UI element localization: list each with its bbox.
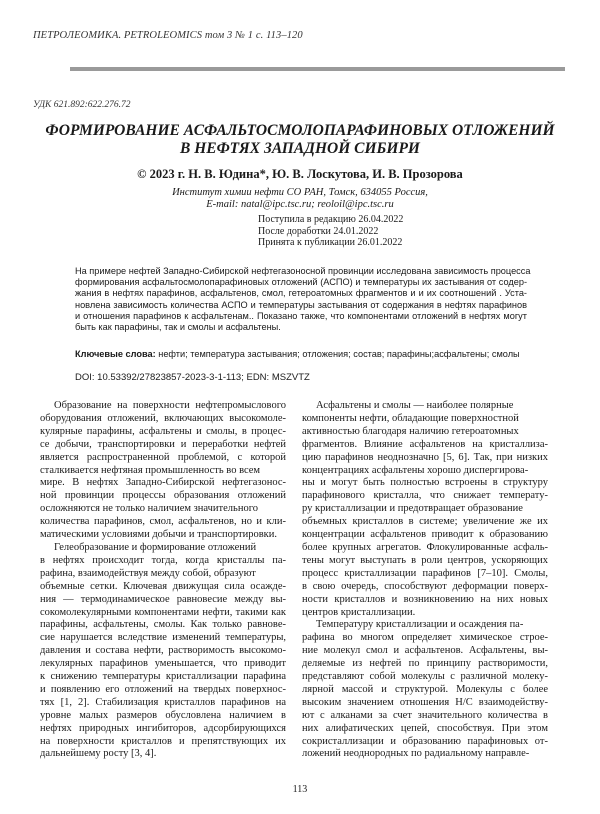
body-text-line: ния — термодинамическое равновесие между вы-: [40, 593, 286, 605]
body-text-line: цию парафинов неоднозначно [5, 6]. Так, при низких: [302, 451, 548, 463]
authors-line: © 2023 г. Н. В. Юдина*, Ю. В. Лоскутова, И. В. Прозорова: [137, 167, 463, 181]
body-text-line: количества парафинов, смол, асфальтенов, но и кли-: [40, 516, 286, 528]
body-text-line: мире. В нефтях Западно-Сибирской нефтегазонос-: [40, 477, 286, 489]
body-text-line: них алифатических цепей, способствуя. При этом: [302, 722, 548, 734]
keywords: [75, 349, 527, 359]
abstract: [75, 266, 531, 333]
body-text-line: парафины, асфальтены, смолы. Как только равнове-: [40, 619, 286, 631]
body-text-line: более крупных агрегатов. Флокулированные асфаль-: [302, 541, 548, 553]
body-text-line: к снижению температуры кристаллизации парафина: [40, 671, 286, 683]
abstract-line: быть как парафины, так и смолы и асфальтены.: [75, 322, 281, 333]
abstract-line: и отношения парафинов к асфальтенам.. Показано также, что компонентами отложений в нефтях могут: [75, 310, 527, 321]
submission-dates: [258, 214, 403, 249]
body-text-line: объемные сетки. Ключевая движущая сила осажде-: [40, 580, 286, 592]
body-text-line: представляют собой молекулы с различной молеку-: [302, 671, 548, 683]
body-text-line: в свою очередь, способствуют деформации поверх-: [302, 580, 548, 592]
body-column-left: [40, 400, 286, 761]
body-text-line: активностью благодаря наличию гетероатомных: [302, 425, 519, 437]
page-number: 113: [292, 784, 308, 795]
date-received: Поступила в редакцию 26.04.2022: [258, 214, 404, 225]
body-text-line: давления и состава нефти, растворимость высокомо-: [40, 645, 286, 657]
doi-line: DOI: 10.53392/27823857-2023-3-1-113; EDN: MSZVTZ: [75, 372, 310, 383]
body-text-line: компоненты нефти, обладающие поверхностной: [302, 412, 519, 424]
body-text-line: нефтях природных ингибиторов, адсорбирующихся: [40, 722, 286, 734]
body-text-line: ют с алканами за счет значительного количества в: [302, 709, 548, 721]
affiliation-line: E-mail: natal@ipc.tsc.ru; reoloil@ipc.tsc.ru: [206, 199, 394, 210]
body-text-line: рафина, взаимодействуя между собой, образуют: [40, 567, 256, 579]
body-text-line: ности кристаллов и возникновению на них новых: [302, 593, 548, 605]
body-text-line: се добычи, транспортировки и переработки нефтей: [40, 438, 286, 450]
article-title: [33, 122, 567, 158]
abstract-line: жания в нефтях парафинов, асфальтенов, смол, гетероатомных фрагментов и и их соотношений . Уста-: [75, 288, 527, 299]
body-text-line: ние молекул смол и асфальтенов. Асфальтены, вы-: [302, 645, 548, 657]
keywords-label: Ключевые слова:: [75, 349, 156, 359]
body-text-line: сокристаллизации и образованию парафиновых от-: [302, 735, 548, 747]
body-text-line: на поверхности кристаллов и препятствующих их: [40, 735, 286, 747]
body-text-line: процесс кристаллизации парафинов [7–10]. Смолы,: [302, 567, 548, 579]
body-text-line: Температуру кристаллизации и осаждения па-: [316, 619, 524, 631]
body-text-line: ложений неоднородных по радиальному направле-: [302, 748, 530, 760]
body-text-line: и появлению его отложений на твердых поверхнос-: [40, 683, 286, 695]
body-text-line: сокомолекулярными компонентами нефти, такими как: [40, 606, 286, 618]
running-head: ПЕТРОЛЕОМИКА. PETROLEOMICS том 3 № 1 с. 113–120: [33, 30, 303, 41]
body-text-line: центров кристаллизации.: [302, 606, 416, 618]
body-text-line: является распространенной проблемой, с которой: [40, 451, 286, 463]
date-revised: После доработки 24.01.2022: [258, 225, 379, 237]
body-text-line: деляемые из нефтей по принципу растворимости,: [302, 658, 548, 670]
date-accepted: Принята к публикации 26.01.2022: [258, 237, 403, 248]
body-text-line: сие нарушается вследствие изменений температуры,: [40, 632, 286, 644]
body-text-line: ру кристаллизации и предотвращает образование: [302, 503, 523, 515]
affiliation: [33, 187, 567, 211]
body-text-line: Гелеобразование и формирование отложений: [54, 541, 257, 553]
body-text-line: фрагментов. Влияние асфальтенов на кристаллиза-: [302, 438, 548, 450]
header-rule: [70, 67, 565, 71]
body-text-line: дальнейшему росту [3, 4].: [40, 748, 157, 760]
body-text-line: ны и могут быть полностью встроены в структуру: [302, 477, 548, 489]
body-text-line: осложняются не только наличием значительного: [40, 503, 258, 515]
body-text-line: тены могут выступать в роли центров, ускоряющих: [302, 554, 548, 566]
abstract-line: На примере нефтей Западно-Сибирской нефтегазоносной провинции исследована зависимость процесса: [75, 266, 531, 276]
body-text-line: высоким значением отношения Н/С взаимодейству-: [302, 696, 548, 708]
body-text-line: тях [1, 2]. Стабилизация кристаллов парафинов на: [40, 696, 286, 708]
body-text-line: матическими условиями добычи и транспортировки.: [40, 529, 277, 541]
body-text-line: Образование на поверхности нефтепромыслового: [54, 400, 286, 411]
body-text-line: концентрациях асфальтены хорошо диспергирова-: [302, 464, 529, 476]
body-text-line: объемных кристаллов в системе; увеличение же их: [302, 516, 548, 528]
body-text-line: Асфальтены и смолы — наиболее полярные: [316, 400, 514, 411]
body-text-line: лярной массой и структурой. Молекулы с более: [302, 683, 548, 695]
udk-code: УДК 621.892:622.276.72: [33, 100, 131, 110]
body-text-line: ной провинции процессы образования отложений: [40, 490, 286, 502]
body-text-line: лекулярных парафинов уменьшается, что приводит: [40, 658, 286, 670]
body-text-line: концентрации асфальтенов приводит к образованию: [302, 529, 548, 541]
abstract-line: формирования асфальтосмолопарафиновых отложений (АСПО) и температуры их застывания от содер-: [75, 277, 527, 288]
body-text-line: рафина во многом определяет химическое строе-: [302, 632, 548, 644]
keywords-text: нефти; температура застывания; отложения; состав; парафины;асфальтены; смолы: [155, 349, 520, 359]
title-line: В НЕФТЯХ ЗАПАДНОЙ СИБИРИ: [180, 140, 420, 157]
body-text-line: кулярные парафины, асфальтены и смолы, в процес-: [40, 425, 286, 437]
body-text-line: оборудования отложений, включающих высокомоле-: [40, 412, 286, 424]
body-text-line: уровне малых размеров обусловлена наличием в: [40, 709, 286, 721]
body-text-line: парафинового кристалла, что снижает температу-: [302, 490, 548, 502]
body-text-line: сталкивается нефтяная промышленность во всем: [40, 464, 261, 476]
body-text-line: в нефтях происходит тогда, когда кристаллы па-: [40, 554, 286, 566]
title-line: ФОРМИРОВАНИЕ АСФАЛЬТОСМОЛОПАРАФИНОВЫХ ОТЛОЖЕНИЙ: [45, 122, 555, 139]
affiliation-line: Институт химии нефти СО РАН, Томск, 634055 Россия,: [172, 187, 428, 198]
body-column-right: [302, 400, 548, 761]
abstract-line: новлена зависимость количества АСПО и температуры застывания от содержания в нефтях парафинов: [75, 299, 527, 310]
